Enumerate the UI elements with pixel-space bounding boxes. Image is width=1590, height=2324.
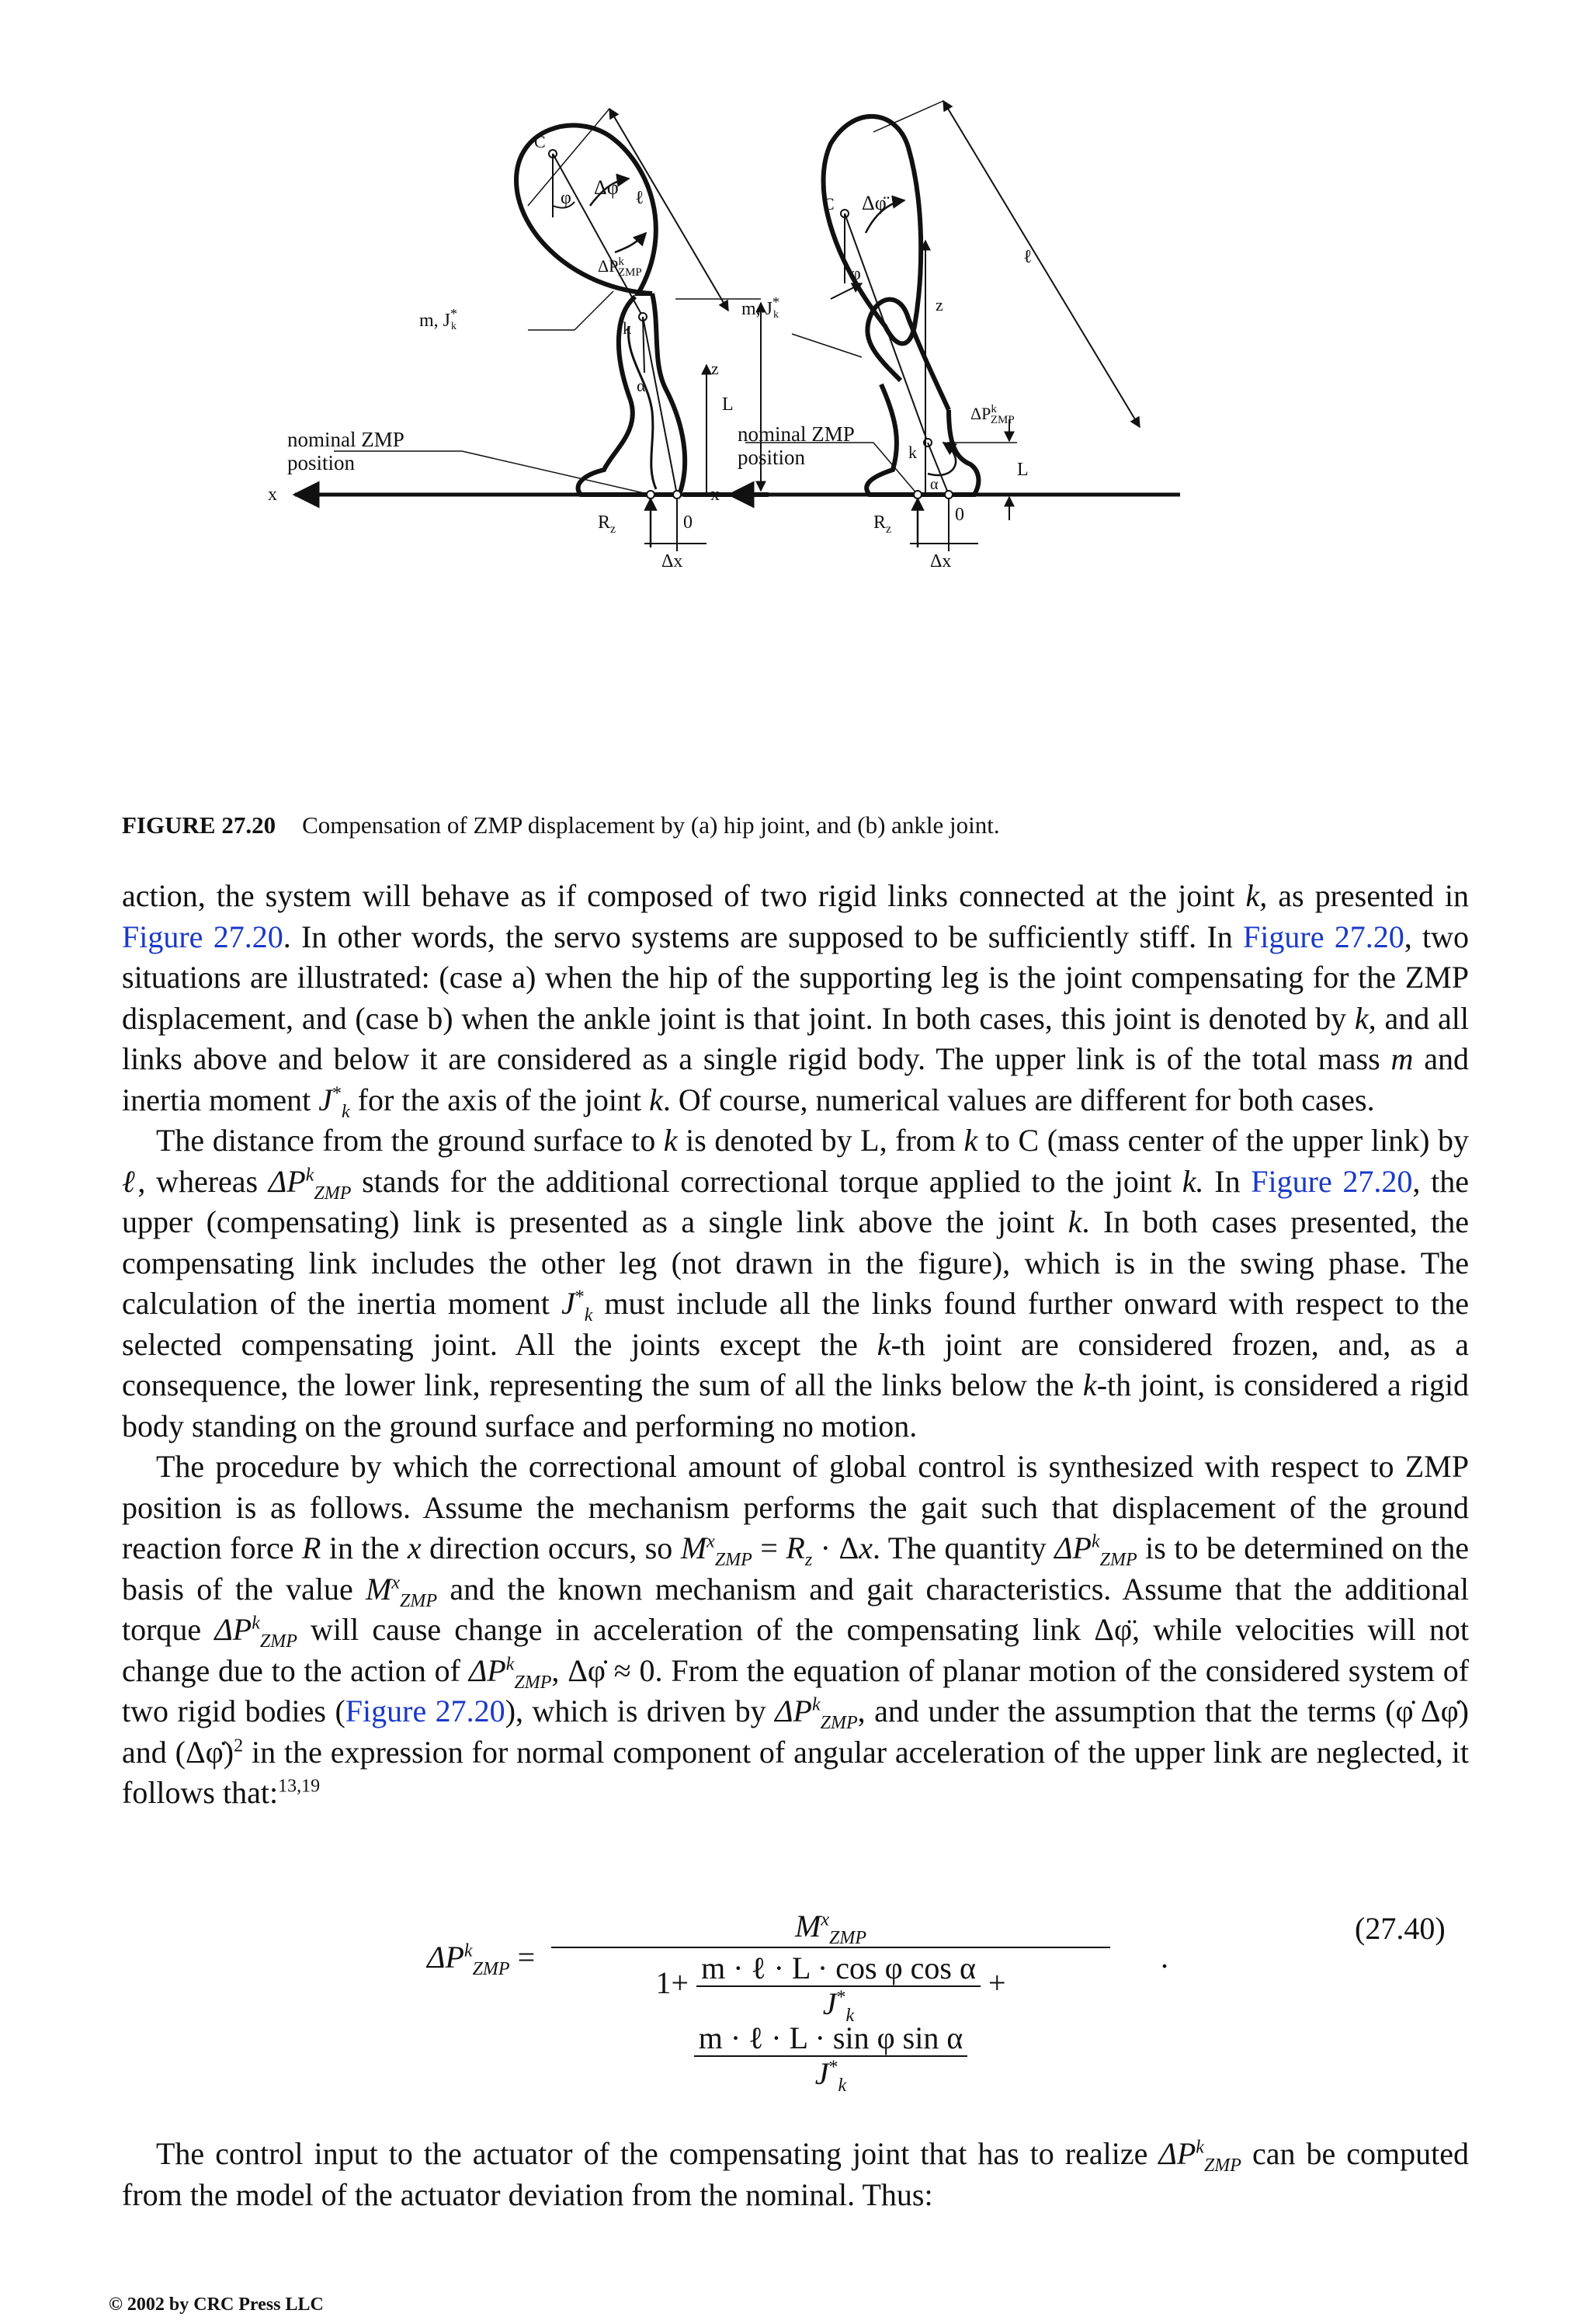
a-label-dp: $\Delta P^k$ ZMP (598, 255, 642, 279)
diagram-a-hip (268, 109, 769, 571)
figure-27-20 (268, 116, 1273, 800)
a-label-nominal1: nominal ZMP (287, 428, 404, 451)
a-label-mj: m, J* k (419, 306, 458, 332)
b-label-l: ℓ (1023, 247, 1033, 267)
b-label-nominal2: position (738, 446, 806, 469)
a-leg-outline (578, 294, 686, 495)
diagram-b-ankle (710, 101, 1180, 571)
b-label-ddphi: Δφ̈ (862, 192, 887, 214)
equation-number: (27.40) (1355, 1911, 1446, 1946)
a-label-z: z (711, 359, 719, 378)
a-label-ddphi: Δφ̈ (594, 176, 619, 199)
b-label-dp: $\Delta P^k$ ZMP (970, 403, 1015, 426)
reference-superscript: 13,19 (278, 1776, 321, 1797)
b-leg-outline (866, 384, 978, 495)
b-label-zero: 0 (955, 505, 964, 525)
caption-label: FIGURE 27.20 (122, 811, 276, 839)
paragraph-3: The procedure by which the correctional amount of global control is synthesized with respect to ZMP position is as follows. Assume the mechanism performs the gait such that displacement of the ground reaction force R in the x direction occurs, so $M^x_{ZMP} = R_z \cdot \Delta x$. The quantity $\Delta P^k_{ZMP}$ is to be determined on the basis of the value $M^x_{ZMP}$ and the known mechanism and gait characteristics. Assume that the additional torque $\Delta P^k_{ZMP}$ will cause change in acceleration of the compensating link Δφ̈, while velocities will not change due to the action of $\Delta P^k_{ZMP}$, Δφ̇ ≈ 0. From the equation of planar motion of the considered system of two rigid bodies (Figure 27.20), which is driven by $\Delta P^k_{ZMP}$, and under the assumption that the terms (φ̇ Δφ̇) and (Δφ̇)$^2$ in the expression for normal component of angular acceleration of the upper link are neglected, it follows that:$^{13,19}$ (122, 1449, 1470, 1810)
a-label-nominal2: position (287, 451, 356, 474)
a-label-Rz: $R_z$ (598, 512, 616, 536)
a-label-x: x (268, 485, 277, 505)
b-label-z: z (936, 295, 943, 314)
caption-text: Compensation of ZMP displacement by (a) hip joint, and (b) ankle joint. (302, 811, 1000, 839)
figure-link[interactable]: Figure 27.20 (1251, 1163, 1413, 1199)
b-label-dx: Δx (930, 551, 952, 571)
b-label-nominal1: nominal ZMP (738, 422, 855, 446)
b-label-phi: φ (850, 264, 861, 284)
a-label-dx: Δx (661, 551, 683, 571)
paragraph-2: The distance from the ground surface to k is denoted by L, from k to C (mass center of the upper link) by ℓ, whereas $\Delta P^k_{ZMP}$ stands for the additional correctional torque applied to the joint k. In Figure 27.20, the upper (compensating) link is presented as a single link above the joint k. In both cases presented, the compensating link includes the other leg (not drawn in the figure), which is in the swing phase. The calculation of the inertia moment $J^*_k$ must include all the links found further onward with respect to the selected compensating joint. All the joints except the k-th joint are considered frozen, and, as a consequence, the lower link, representing the sum of all the links below the k-th joint, is considered a rigid body standing on the ground surface and performing no motion. (122, 1123, 1470, 1443)
paragraph-1: action, the system will behave as if composed of two rigid links connected at the joint k, as presented in Figure 27.20. In other words, the servo systems are supposed to be sufficiently stiff. In Figure 27.20, two situations are illustrated: (case a) when the hip of the supporting leg is the joint compensating for the ZMP displacement, and (case b) when the ankle joint is that joint. In both cases, this joint is denoted by k, and all links above and below it are considered as a single rigid body. The upper link is of the total mass m and inertia moment $J^*_k$ for the axis of the joint k. Of course, numerical values are different for both cases. (122, 878, 1470, 1122)
b-label-x: x (710, 485, 720, 505)
figure-svg (268, 116, 1273, 800)
b-label-alpha: α (930, 476, 939, 493)
b-label-L: L (1017, 460, 1029, 480)
a-label-k: k (623, 318, 631, 338)
b-label-mj: m, J* k (741, 294, 780, 321)
b-label-Rz: $R_z$ (873, 512, 892, 536)
figure-link[interactable]: Figure 27.20 (122, 919, 283, 954)
equation-27-40: $\Delta P^k_{ZMP}$ = $M^x_{ZMP}$ 1+ $\frac{\text{m · ℓ · L · cos φ cos α}}{J^*_k}$ + $\frac{\text{m · ℓ · L · sin φ sin α}}{J^*_k}$ . (427, 1906, 1203, 2038)
a-label-zero: 0 (683, 512, 693, 533)
copyright-footer: © 2002 by CRC Press LLC (109, 2294, 324, 2315)
a-label-alpha: α (637, 376, 646, 395)
a-label-l: ℓ (635, 188, 644, 208)
b-label-k: k (908, 443, 917, 462)
paragraph-4: The control input to the actuator of the compensating joint that has to realize $\Delta P^k_{ZMP}$ can be computed from the model of the actuator deviation from the nominal. Thus: (122, 2136, 1469, 2212)
a-label-C: C (534, 132, 546, 151)
a-label-phi: φ (561, 188, 571, 208)
b-label-C: C (823, 194, 835, 214)
figure-caption (122, 811, 1473, 839)
figure-link[interactable]: Figure 27.20 (345, 1693, 505, 1728)
figure-link[interactable]: Figure 27.20 (1243, 919, 1404, 954)
body-text (122, 876, 1469, 1814)
a-label-L: L (722, 394, 734, 415)
